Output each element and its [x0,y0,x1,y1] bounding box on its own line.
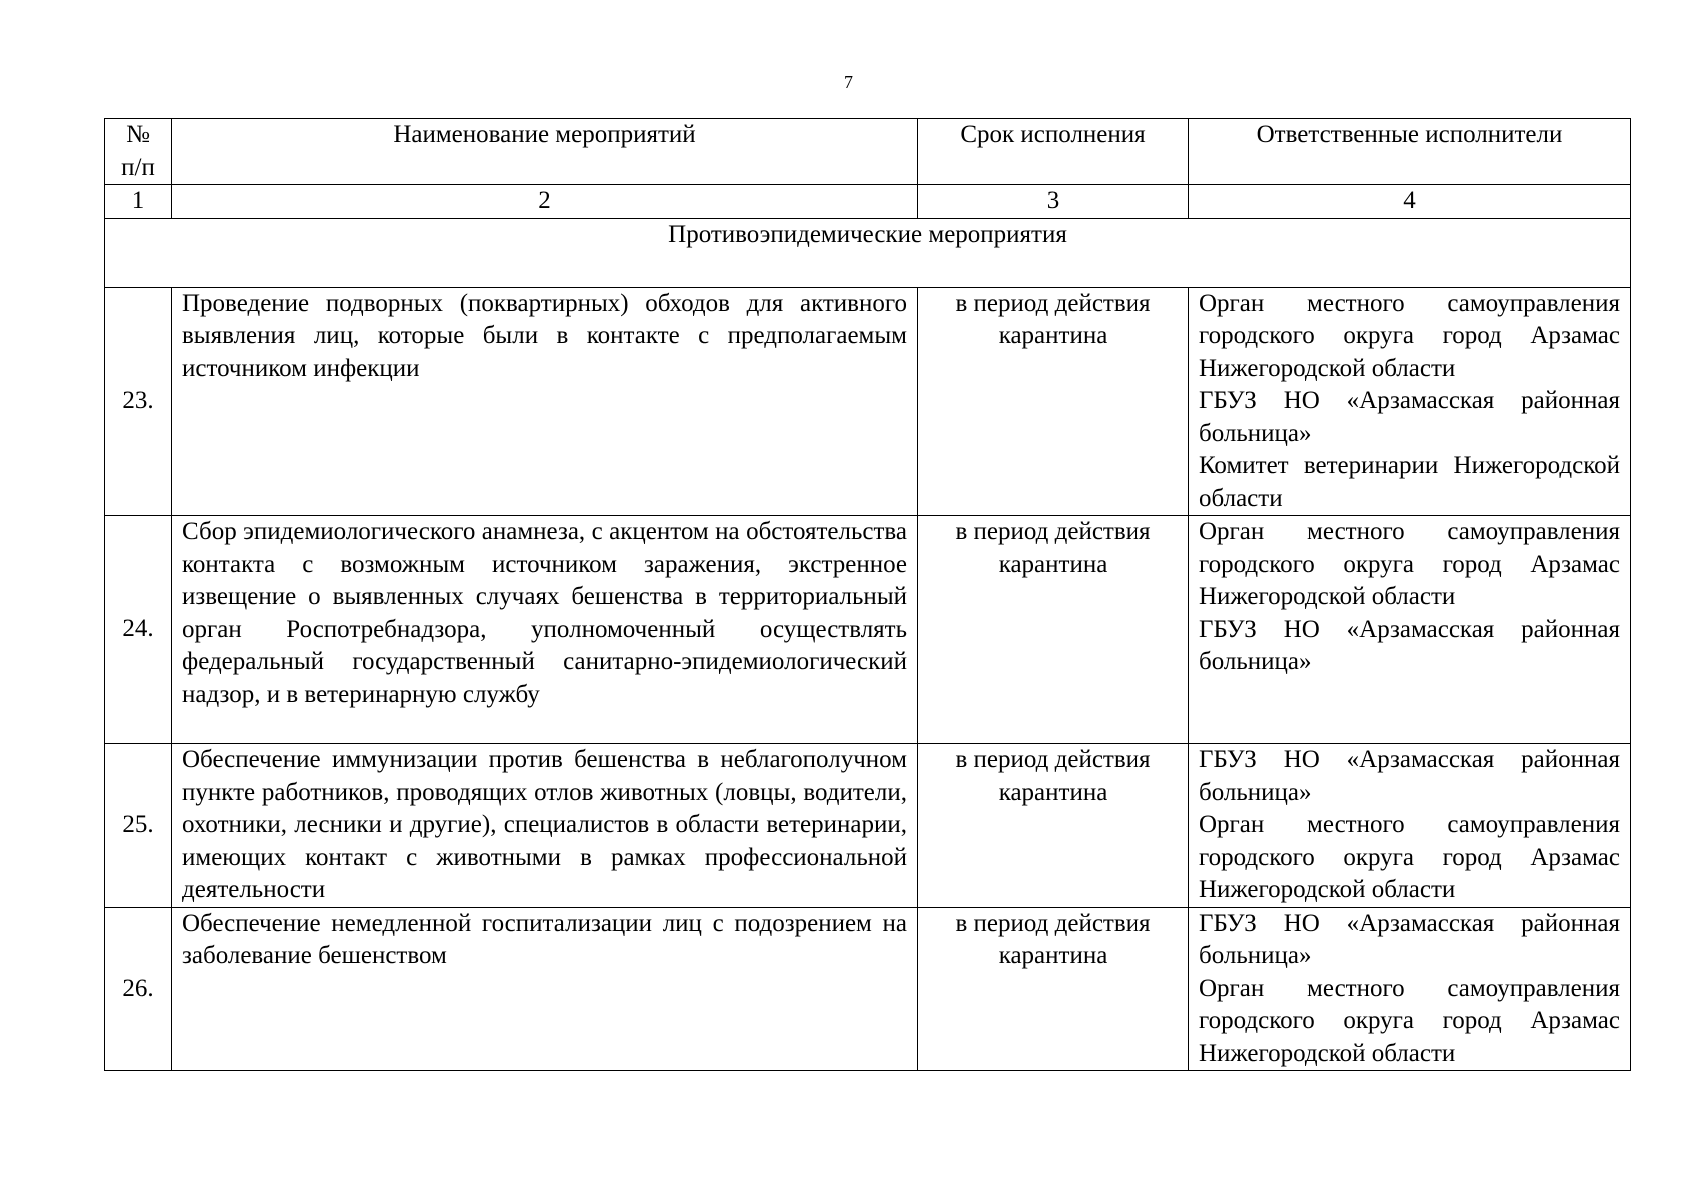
row-number: 23. [105,287,172,516]
measure-name: Проведение подворных (поквартирных) обходов для активного выявления лиц, которые были в контакте с предполагаемым источником инфекции [172,287,918,516]
measure-name: Обеспечение немедленной госпитализации лиц с подозрением на заболевание бешенством [172,907,918,1071]
column-number-row [105,185,1631,219]
header-name: Наименование мероприятий [172,119,918,185]
responsible-executor: ГБУЗ НО «Арзамасская районная больница» [1199,615,1620,675]
column-number: 4 [1189,185,1631,219]
responsible-cell [1189,287,1631,516]
header-responsible: Ответственные исполнители [1189,119,1631,185]
row-number: 26. [105,907,172,1071]
responsible-executor: Орган местного самоуправления городского округа город Арзамас Нижегородской области [1199,811,1620,903]
responsible-cell [1189,907,1631,1071]
table-header-row [105,119,1631,185]
measure-term: в период действия карантина [918,287,1189,516]
page-number: 7 [844,72,853,92]
column-number: 3 [918,185,1189,219]
section-title: Противоэпидемические мероприятия [105,218,1631,287]
responsible-executor: Орган местного самоуправления городского округа город Арзамас Нижегородской области [1199,289,1620,382]
table-row [105,907,1631,1071]
row-number: 25. [105,744,172,908]
header-term: Срок исполнения [918,119,1189,185]
measures-table [104,118,1631,1071]
responsible-executor: Орган местного самоуправления городского округа город Арзамас Нижегородской области [1199,518,1620,610]
measure-term: в период действия карантина [918,516,1189,744]
responsible-executor: Комитет ветеринарии Нижегородской области [1199,452,1620,512]
header-number: № п/п [105,119,172,185]
responsible-cell [1189,516,1631,744]
measure-term: в период действия карантина [918,907,1189,1071]
table-row [105,287,1631,516]
responsible-executor: ГБУЗ НО «Арзамасская районная больница» [1199,387,1620,447]
section-row [105,218,1631,287]
measure-term: в период действия карантина [918,744,1189,908]
column-number: 1 [105,185,172,219]
column-number: 2 [172,185,918,219]
table-row [105,744,1631,908]
measure-name: Обеспечение иммунизации против бешенства в неблагополучном пункте работников, проводящих отлов животных (ловцы, водители, охотники, лесники и другие), специалистов в области ветеринарии, имеющих контакт с животными в рамках профессиональной деятельности [172,744,918,908]
responsible-executor: ГБУЗ НО «Арзамасская районная больница» [1199,909,1620,969]
responsible-executor: ГБУЗ НО «Арзамасская районная больница» [1199,746,1620,806]
row-number: 24. [105,516,172,744]
responsible-cell [1189,744,1631,908]
measure-name: Сбор эпидемиологического анамнеза, с акцентом на обстоятельства контакта с возможным источником заражения, экстренное извещение о выявленных случаях бешенства в территориальный орган Роспотребнадзора, уполномоченный осуществлять федеральный государственный санитарно-эпидемиологический надзор, и в ветеринарную службу [172,516,918,744]
responsible-executor: Орган местного самоуправления городского округа город Арзамас Нижегородской области [1199,974,1620,1067]
table-row [105,516,1631,744]
